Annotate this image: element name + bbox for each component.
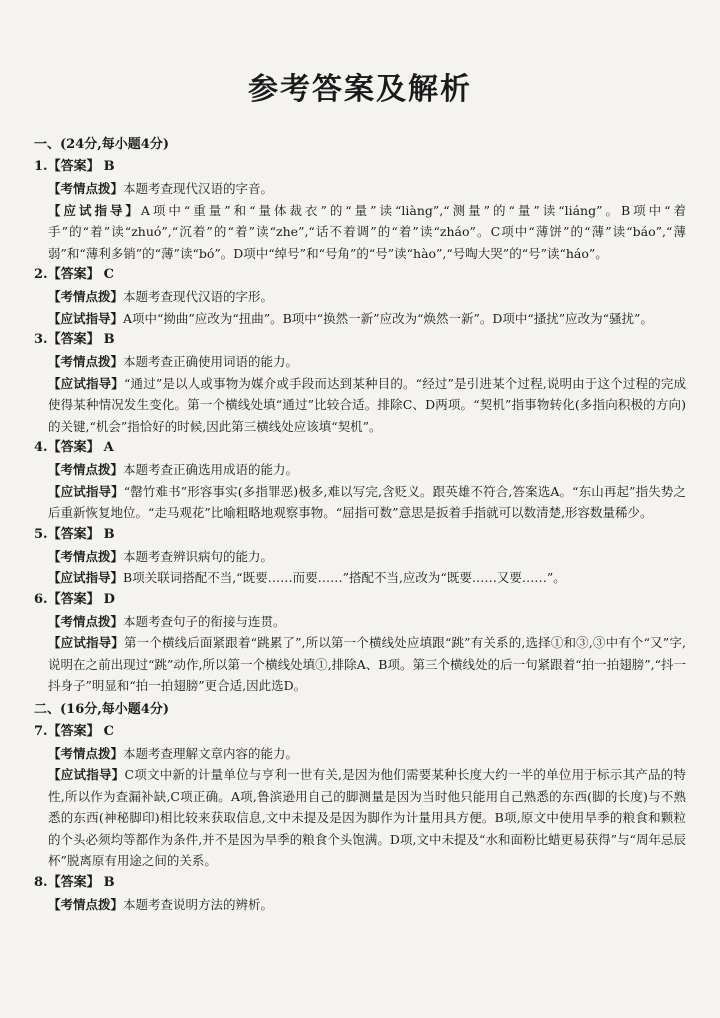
question-number: 4.	[34, 440, 48, 455]
explanation-line	[34, 743, 686, 765]
answer-line	[34, 872, 686, 894]
question-number: 1.	[34, 159, 48, 174]
question-block	[34, 264, 686, 329]
answer-value: B	[103, 159, 115, 174]
explanation-tag: 【考情点拨】	[48, 896, 124, 912]
answer-value: C	[103, 267, 114, 282]
answer-tag: 【答案】	[47, 723, 100, 739]
question-number: 6.	[34, 591, 48, 607]
explanation-line	[34, 481, 686, 524]
explanation-text: 本题考查句子的衔接与连贯。	[123, 613, 286, 629]
answer-tag: 【答案】	[47, 591, 100, 607]
explanation-text: 本题考查现代汉语的字形。	[123, 289, 274, 304]
explanation-tag: 【考情点拨】	[48, 745, 124, 761]
answer-value: A	[103, 440, 114, 455]
answer-line	[34, 721, 686, 743]
answer-value: B	[103, 874, 115, 890]
explanation-text: 本题考查理解文章内容的能力。	[123, 745, 299, 761]
answer-value: B	[103, 526, 115, 542]
explanation-text: 本题考查现代汉语的字音。	[123, 181, 274, 196]
question-number: 7.	[34, 723, 48, 739]
explanation-text: B项关联词搭配不当,“既要……而要……”搭配不当,应改为“既要……又要……”。	[123, 570, 566, 585]
explanation-tag: 【考情点拨】	[48, 289, 124, 304]
explanation-text: C项文中新的计量单位与亨利一世有关,是因为他们需要某种长度大约一半的单位用于标示其产品的特性,所以作为查漏补缺,C项正确。A项,鲁滨逊用自己的脚测量是因为当时他只能用自己熟悉的东西(脚的长度)与不熟悉的东西(神秘脚印)相比较来获取信息,文中未提及是因为脚作为计量用具方便。B项,原文中使用旱季的粮食和颗粒的个头必须均等都作为条件,并不是因为旱季的粮食个头饱满。D项,文中未提及“水和面粉比蜡更易获得”与“周年忌辰杯”脱离原有用途之间的关系。	[48, 767, 686, 868]
explanation-line	[34, 546, 686, 568]
explanation-line	[34, 308, 686, 330]
explanation-line	[34, 373, 686, 438]
explanation-text: 本题考查正确使用词语的能力。	[123, 354, 299, 369]
question-block	[34, 721, 686, 872]
answer-tag: 【答案】	[47, 440, 100, 455]
answer-line	[34, 156, 686, 178]
answer-line	[34, 437, 686, 459]
answer-line	[34, 264, 686, 286]
answer-line	[34, 329, 686, 351]
answer-value: D	[103, 591, 115, 607]
explanation-text: A项中“重量”和“量体裁衣”的“量”读“liàng”,“测量”的“量”读“liáng”。B项中“着手”的“着”读“zhuó”,“沉着”的“着”读“zhe”,“话不着调”的“着”读“zháo”。C项中“薄饼”的“薄”读“báo”,“薄弱”和“薄利多销”的“薄”读“bó”。D项中“绰号”和“号角”的“号”读“hào”,“号啕大哭”的“号”读“háo”。	[48, 202, 686, 261]
explanation-line	[34, 567, 686, 589]
explanation-line	[34, 459, 686, 481]
answer-line	[34, 589, 686, 611]
explanation-line	[34, 611, 686, 633]
explanation-tag: 【应试指导】	[48, 202, 141, 218]
page-title: 参考答案及解析	[248, 72, 472, 107]
answer-tag: 【答案】	[47, 267, 100, 282]
question-block	[34, 329, 686, 437]
explanation-tag: 【应试指导】	[48, 767, 125, 782]
explanation-text: 本题考查辨识病句的能力。	[123, 548, 274, 564]
explanation-text: “通过”是以人或事物为媒介或手段而达到某种目的。“经过”是引进某个过程,说明由于这个过程的完成使得某种情况发生变化。第一个横线处填“通过”比较合适。排除C、D两项。“契机”指事物转化(多指向积极的方向)的关键,“机会”指恰好的时候,因此第三横线处应该填“契机”。	[48, 375, 686, 434]
explanation-tag: 【应试指导】	[48, 483, 124, 499]
section-heading: 二、(16分,每小题4分)	[34, 701, 169, 717]
explanation-tag: 【考情点拨】	[48, 354, 124, 369]
explanation-text: 第一个横线后面紧跟着“跳累了”,所以第一个横线处应填跟“跳”有关系的,选择①和③,③中有个“又”字,说明在之前出现过“跳”动作,所以第一个横线处填①,排除A、B项。第三个横线处的后一句紧跟着“拍一拍翅膀”,“抖一抖身子”明显和“拍一拍翅膀”更合适,因此选D。	[48, 635, 686, 693]
question-number: 5.	[34, 526, 48, 542]
explanation-text: A项中“拗曲”应改为“扭曲”。B项中“换然一新”应改为“焕然一新”。D项中“搔扰”应改为“骚扰”。	[123, 310, 653, 326]
explanation-tag: 【应试指导】	[48, 570, 124, 585]
question-block	[34, 872, 686, 916]
question-block	[34, 524, 686, 589]
answer-tag: 【答案】	[47, 526, 100, 542]
explanation-tag: 【应试指导】	[48, 375, 124, 391]
explanation-line	[34, 286, 686, 308]
question-number: 2.	[34, 267, 48, 282]
explanation-tag: 【考情点拨】	[48, 181, 124, 196]
explanation-tag: 【考情点拨】	[48, 462, 124, 477]
question-block	[34, 437, 686, 524]
explanation-tag: 【应试指导】	[48, 310, 124, 326]
answer-tag: 【答案】	[47, 874, 100, 890]
explanation-line	[34, 178, 686, 200]
explanation-line	[34, 894, 686, 916]
explanation-line	[34, 200, 686, 265]
question-number: 8.	[34, 874, 48, 890]
question-block	[34, 156, 686, 264]
answer-value: B	[103, 332, 115, 347]
explanation-tag: 【考情点拨】	[48, 548, 124, 564]
explanation-text: 本题考查正确选用成语的能力。	[123, 462, 299, 477]
explanation-tag: 【应试指导】	[48, 635, 124, 650]
explanation-line	[34, 632, 686, 697]
explanation-text: 本题考查说明方法的辨析。	[123, 896, 274, 912]
answer-value: C	[103, 723, 114, 739]
question-number: 3.	[34, 332, 48, 347]
question-block	[34, 589, 686, 697]
explanation-line	[34, 764, 686, 872]
explanation-line	[34, 351, 686, 373]
answer-line	[34, 524, 686, 546]
section-heading: 一、(24分,每小题4分)	[34, 137, 169, 152]
answer-content	[34, 134, 686, 915]
explanation-text: “罄竹难书”形容事实(多指罪恶)极多,难以写完,含贬义。跟英雄不符合,答案选A。“东山再起”指失势之后重新恢复地位。“走马观花”比喻粗略地观察事物。“屈指可数”意思是扳着手指就可以数清楚,形容数量稀少。	[48, 483, 686, 520]
answer-tag: 【答案】	[47, 159, 100, 174]
explanation-tag: 【考情点拨】	[48, 613, 124, 629]
answer-tag: 【答案】	[47, 332, 100, 347]
